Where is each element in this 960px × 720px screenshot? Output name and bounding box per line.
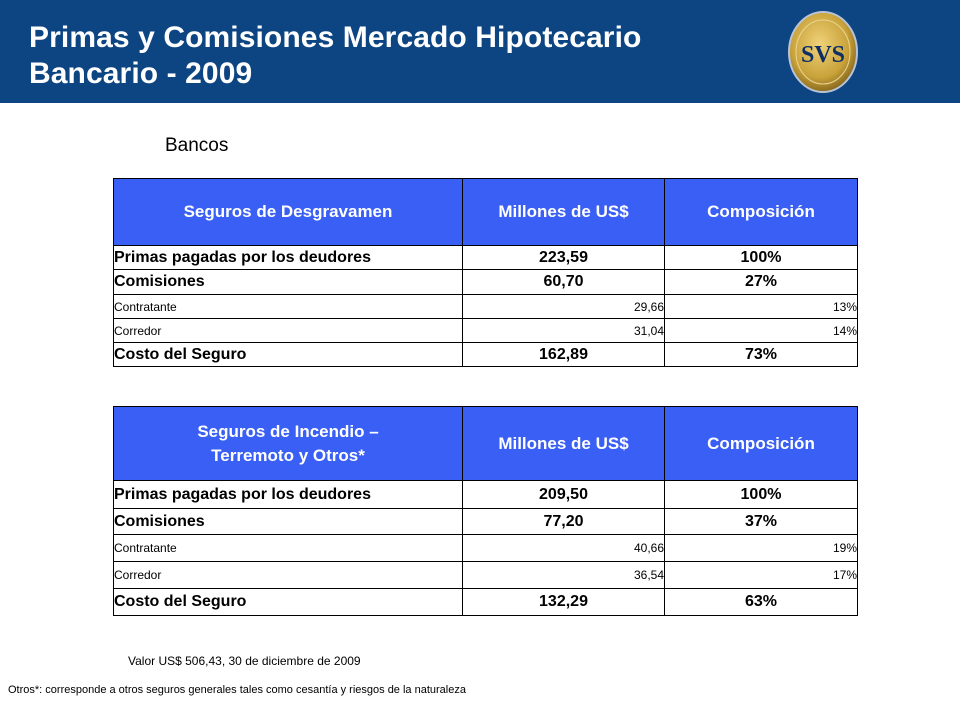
row-share: 19%	[665, 535, 858, 562]
row-label: Comisiones	[114, 509, 463, 535]
row-label: Costo del Seguro	[114, 343, 463, 367]
table-row	[114, 509, 858, 535]
row-share: 17%	[665, 562, 858, 589]
row-label: Primas pagadas por los deudores	[114, 246, 463, 270]
table-row	[114, 481, 858, 509]
row-label: Comisiones	[114, 270, 463, 295]
table-row	[114, 246, 858, 270]
table-row	[114, 270, 858, 295]
title-line-2: Bancario - 2009	[29, 57, 253, 90]
row-label: Contratante	[114, 295, 463, 319]
row-value: 223,59	[463, 246, 665, 270]
row-share: 27%	[665, 270, 858, 295]
row-share: 37%	[665, 509, 858, 535]
svs-logo	[786, 10, 860, 94]
col-header-amount: Millones de US$	[463, 179, 665, 246]
col-header-amount: Millones de US$	[463, 407, 665, 481]
desgravamen-table	[113, 178, 858, 367]
section-label: Bancos	[165, 135, 229, 156]
table-row	[114, 535, 858, 562]
title-line-1: Primas y Comisiones Mercado Hipotecario	[29, 21, 642, 54]
row-value: 162,89	[463, 343, 665, 367]
table-row	[114, 295, 858, 319]
row-label: Corredor	[114, 562, 463, 589]
otros-footnote: Otros*: corresponde a otros seguros generales tales como cesantía y riesgos de la naturaleza	[8, 684, 466, 696]
row-share: 73%	[665, 343, 858, 367]
table-row	[114, 343, 858, 367]
table-row	[114, 319, 858, 343]
table-row	[114, 562, 858, 589]
row-share: 63%	[665, 589, 858, 616]
row-value: 29,66	[463, 295, 665, 319]
row-label: Corredor	[114, 319, 463, 343]
row-share: 13%	[665, 295, 858, 319]
table-row	[114, 589, 858, 616]
row-value: 77,20	[463, 509, 665, 535]
logo-text: SVS	[800, 42, 846, 68]
row-value: 209,50	[463, 481, 665, 509]
row-label: Costo del Seguro	[114, 589, 463, 616]
incendio-table	[113, 406, 858, 616]
row-label: Contratante	[114, 535, 463, 562]
row-value: 36,54	[463, 562, 665, 589]
row-share: 100%	[665, 481, 858, 509]
header-bar	[0, 0, 960, 103]
page-title	[29, 20, 789, 92]
row-share: 14%	[665, 319, 858, 343]
row-value: 60,70	[463, 270, 665, 295]
col-header-share: Composición	[665, 179, 858, 246]
col-header-type: Seguros de Incendio – Terremoto y Otros*	[114, 407, 463, 481]
col-header-type: Seguros de Desgravamen	[114, 179, 463, 246]
row-share: 100%	[665, 246, 858, 270]
col-header-share: Composición	[665, 407, 858, 481]
row-value: 31,04	[463, 319, 665, 343]
row-value: 132,29	[463, 589, 665, 616]
row-label: Primas pagadas por los deudores	[114, 481, 463, 509]
row-value: 40,66	[463, 535, 665, 562]
exchange-note: Valor US$ 506,43, 30 de diciembre de 2009	[128, 654, 361, 668]
